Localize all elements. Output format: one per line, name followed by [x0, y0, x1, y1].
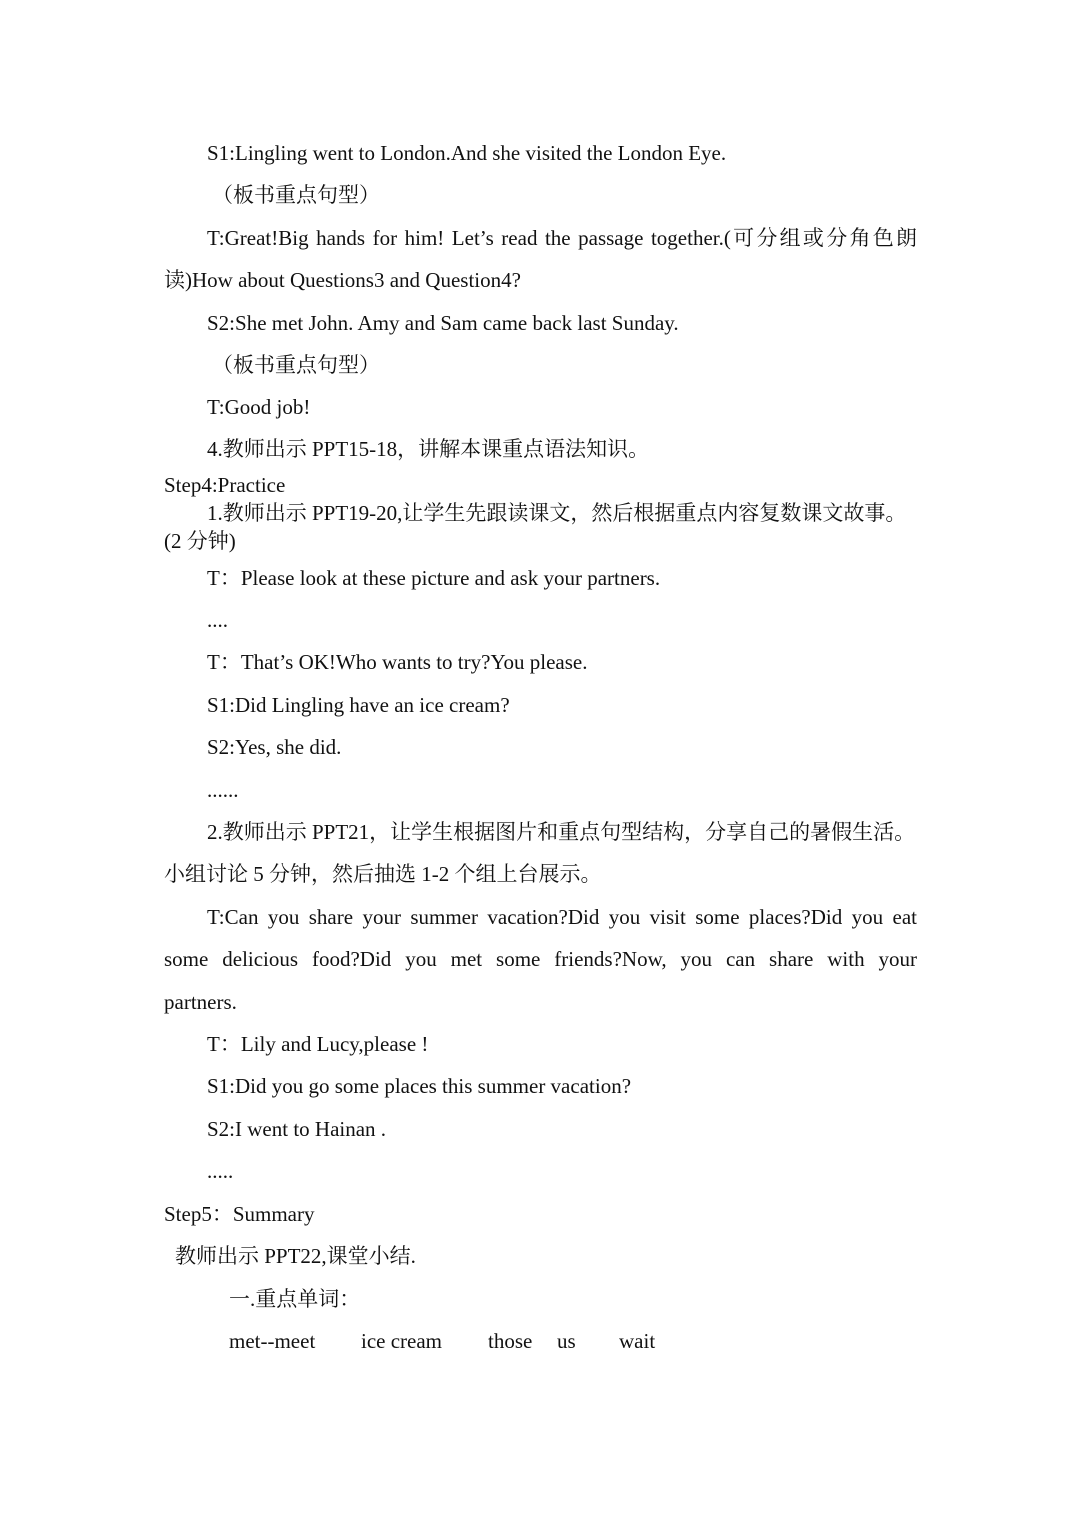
line-board-note-2: （板书重点句型）	[212, 353, 380, 377]
line-s1-ice-cream: S1:Did Lingling have an ice cream?	[207, 693, 510, 717]
line-board-note-1: （板书重点句型）	[212, 183, 380, 207]
line-ppt22-summary: 教师出示 PPT22,课堂小结.	[175, 1244, 416, 1268]
line-ellipsis-3: .....	[207, 1159, 234, 1183]
line-delicious-food: some delicious food?Did you met some friends?Now, you can share with your	[164, 947, 917, 971]
line-how-about-questions: 读)How about Questions3 and Question4?	[164, 268, 521, 292]
line-ppt21: 2.教师出示 PPT21，让学生根据图片和重点句型结构，分享自己的暑假生活。	[207, 820, 916, 844]
line-key-words-heading: 一.重点单词：	[229, 1287, 361, 1311]
key-word: ice cream	[361, 1329, 443, 1353]
line-partners: partners.	[164, 990, 237, 1014]
line-s2-hainan: S2:I went to Hainan .	[207, 1117, 387, 1141]
line-t-good-job: T:Good job!	[207, 395, 311, 419]
line-t-lily-lucy: T：Lily and Lucy,please !	[207, 1032, 429, 1056]
line-t-look-pictures: T：Please look at these picture and ask your partners.	[207, 566, 661, 590]
heading-step5-summary: Step5：Summary	[164, 1202, 315, 1226]
line-ppt19-20: 1.教师出示 PPT19-20,让学生先跟读课文，然后根据重点内容复数课文故事。	[207, 501, 907, 525]
line-group-discussion: 小组讨论 5 分钟，然后抽选 1-2 个组上台展示。	[164, 862, 602, 886]
line-ellipsis-1: ....	[207, 608, 228, 632]
line-s1-lingling-london: S1:Lingling went to London.And she visited the London Eye.	[207, 141, 727, 165]
key-word: wait	[619, 1329, 656, 1353]
line-t-thats-ok: T：That’s OK!Who wants to try?You please.	[207, 650, 588, 674]
line-2-minutes: (2 分钟)	[164, 529, 236, 553]
key-words-row	[229, 1328, 655, 1354]
line-t-great: T:Great!Big hands for him! Let’s read the passage together.(可分组或分角色朗	[207, 226, 917, 250]
key-word: those	[488, 1329, 533, 1353]
line-s2-yes: S2:Yes, she did.	[207, 735, 342, 759]
key-word: met--meet	[229, 1329, 316, 1353]
line-ppt15-18: 4.教师出示 PPT15-18，讲解本课重点语法知识。	[207, 437, 650, 461]
heading-step4-practice: Step4:Practice	[164, 473, 286, 497]
line-s2-met-john: S2:She met John. Amy and Sam came back last Sunday.	[207, 311, 679, 335]
line-s1-some-places: S1:Did you go some places this summer vacation?	[207, 1074, 632, 1098]
line-t-share-vacation: T:Can you share your summer vacation?Did you visit some places?Did you eat	[207, 905, 917, 929]
line-ellipsis-2: ......	[207, 778, 239, 802]
key-word: us	[557, 1329, 576, 1353]
